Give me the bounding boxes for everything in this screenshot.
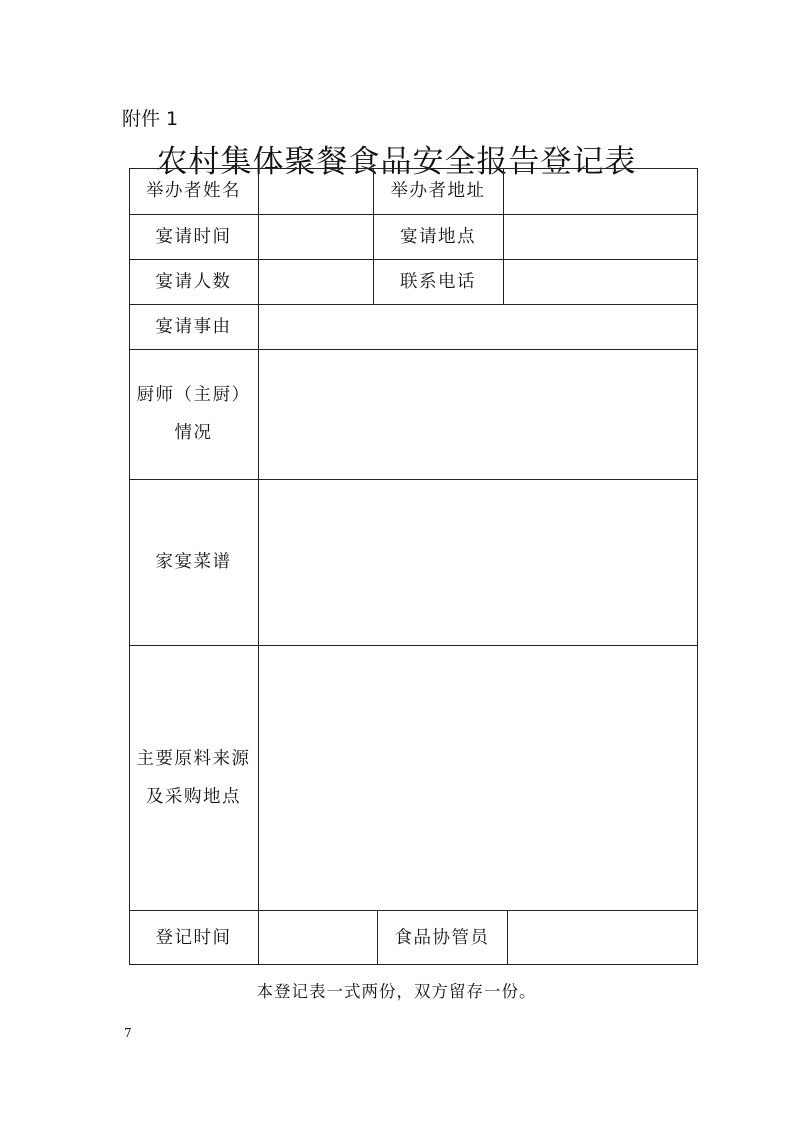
field-chef-info[interactable] bbox=[259, 350, 696, 478]
attachment-label: 附件 1 bbox=[122, 108, 179, 130]
field-banquet-reason[interactable] bbox=[259, 305, 696, 348]
form-title: 农村集体聚餐食品安全报告登记表 bbox=[156, 144, 637, 180]
field-guest-count[interactable] bbox=[259, 260, 372, 303]
label-organizer-name: 举办者姓名 bbox=[146, 181, 241, 201]
footer-note: 本登记表一式两份，双方留存一份。 bbox=[256, 982, 537, 1001]
label-chef-info bbox=[129, 349, 258, 479]
label-ingredients-line1: 主要原料来源 bbox=[136, 748, 251, 769]
label-guest-count: 宴请人数 bbox=[155, 271, 232, 292]
label-banquet-location: 宴请地点 bbox=[400, 226, 476, 247]
field-organizer-name[interactable] bbox=[259, 169, 372, 213]
field-banquet-location[interactable] bbox=[504, 215, 696, 258]
label-food-coordinator: 食品协管员 bbox=[394, 927, 490, 948]
field-ingredients-source[interactable] bbox=[259, 646, 696, 909]
field-banquet-menu[interactable] bbox=[259, 480, 696, 644]
label-chef-info-line1: 厨师（主厨） bbox=[136, 385, 251, 405]
field-food-coordinator[interactable] bbox=[508, 911, 696, 964]
label-chef-info-line2: 情况 bbox=[174, 423, 213, 443]
label-banquet-reason: 宴请事由 bbox=[155, 316, 232, 337]
label-ingredients-source bbox=[129, 645, 258, 910]
label-banquet-menu: 家宴菜谱 bbox=[155, 552, 232, 572]
label-contact-phone: 联系电话 bbox=[400, 271, 476, 292]
field-contact-phone[interactable] bbox=[504, 260, 696, 303]
label-register-time: 登记时间 bbox=[155, 927, 232, 948]
label-ingredients-line2: 及采购地点 bbox=[146, 786, 241, 807]
field-banquet-time[interactable] bbox=[259, 215, 372, 258]
label-banquet-time: 宴请时间 bbox=[155, 226, 232, 247]
field-register-time[interactable] bbox=[259, 911, 376, 964]
label-organizer-address: 举办者地址 bbox=[390, 181, 486, 201]
page-number: 7 bbox=[124, 1026, 132, 1040]
field-organizer-address[interactable] bbox=[504, 169, 696, 213]
